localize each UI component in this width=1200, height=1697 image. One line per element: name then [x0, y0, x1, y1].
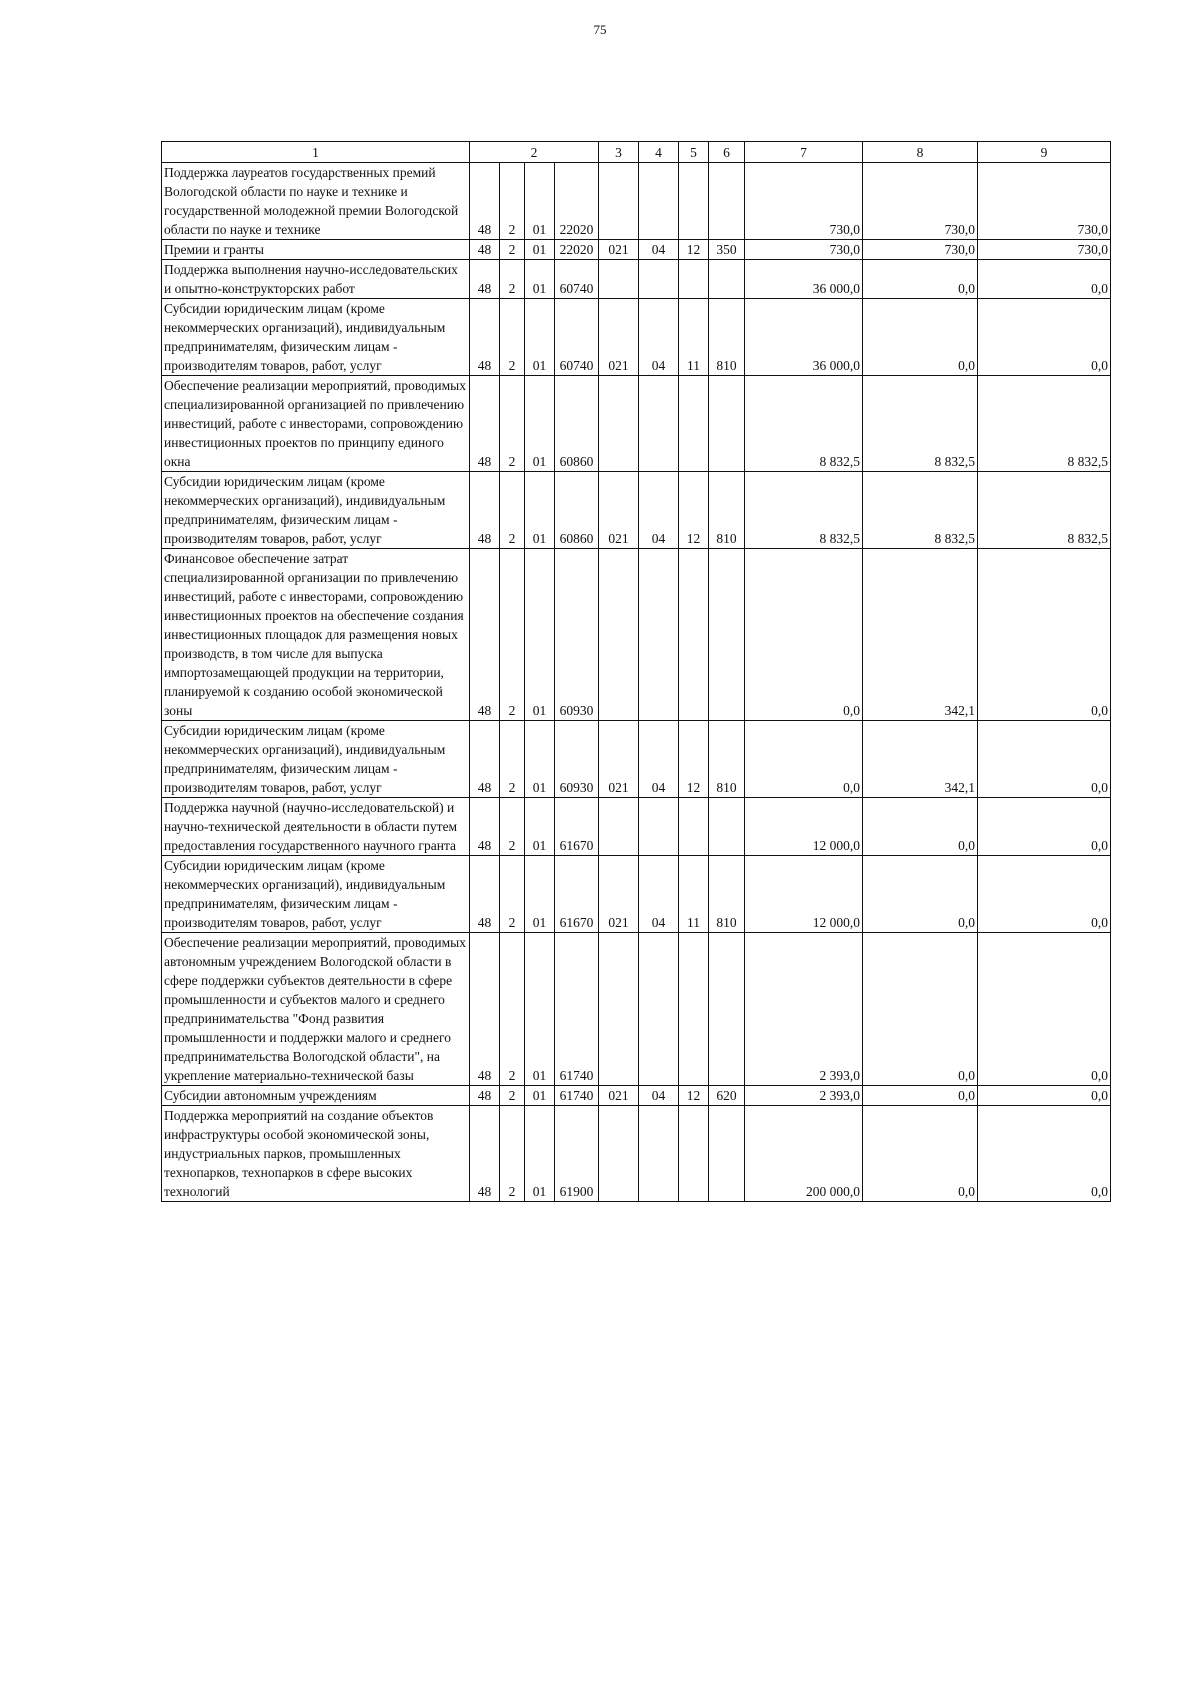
row-code-admin: 48	[470, 933, 500, 1086]
budget-table	[161, 141, 1111, 1202]
row-amount-9: 0,0	[978, 798, 1111, 856]
row-col-5	[679, 549, 709, 721]
row-code-subprogram: 01	[525, 798, 555, 856]
row-code-admin: 48	[470, 472, 500, 549]
row-col-6: 350	[709, 240, 745, 260]
row-col-5: 12	[679, 1086, 709, 1106]
row-col-3: 021	[599, 1086, 639, 1106]
row-code-subprogram: 01	[525, 240, 555, 260]
row-code-admin: 48	[470, 721, 500, 798]
header-cell-4: 4	[639, 142, 679, 163]
row-code-subprogram: 01	[525, 299, 555, 376]
row-amount-8: 0,0	[863, 260, 978, 299]
row-code-program: 2	[500, 933, 525, 1086]
row-amount-9: 0,0	[978, 1086, 1111, 1106]
header-cell-3: 3	[599, 142, 639, 163]
row-col-5: 11	[679, 299, 709, 376]
row-amount-8: 0,0	[863, 798, 978, 856]
row-col-5: 11	[679, 856, 709, 933]
row-code-direction: 61670	[555, 856, 599, 933]
row-code-program: 2	[500, 1106, 525, 1202]
table-row	[162, 163, 1111, 240]
row-name: Обеспечение реализации мероприятий, проводимых специализированной организацией по привлечению инвестиций, работе с инвесторами, сопровождению инвестиционных проектов по принципу единого окна	[162, 376, 470, 472]
row-code-subprogram: 01	[525, 1106, 555, 1202]
row-code-subprogram: 01	[525, 549, 555, 721]
header-cell-7: 7	[745, 142, 863, 163]
row-code-admin: 48	[470, 549, 500, 721]
row-code-program: 2	[500, 472, 525, 549]
row-name: Финансовое обеспечение затрат специализированной организации по привлечению инвестиций, работе с инвесторами, сопровождению инвестиционных проектов на обеспечение создания инвестиционных площадок для размещения новых производств, в том числе для выпуска импортозамещающей продукции на территории, планируемой к созданию особой экономической зоны	[162, 549, 470, 721]
row-code-admin: 48	[470, 240, 500, 260]
header-cell-1: 1	[162, 142, 470, 163]
row-col-6: 810	[709, 472, 745, 549]
row-code-direction: 60930	[555, 549, 599, 721]
table-row	[162, 1086, 1111, 1106]
row-col-3	[599, 1106, 639, 1202]
row-code-admin: 48	[470, 260, 500, 299]
row-code-subprogram: 01	[525, 472, 555, 549]
row-col-4: 04	[639, 240, 679, 260]
row-amount-8: 0,0	[863, 1086, 978, 1106]
row-code-admin: 48	[470, 798, 500, 856]
row-amount-9: 0,0	[978, 549, 1111, 721]
row-col-6	[709, 549, 745, 721]
page-number: 75	[593, 22, 607, 37]
row-col-4	[639, 260, 679, 299]
row-col-4: 04	[639, 856, 679, 933]
row-col-5	[679, 1106, 709, 1202]
row-col-5	[679, 376, 709, 472]
row-code-admin: 48	[470, 163, 500, 240]
row-amount-9: 0,0	[978, 856, 1111, 933]
header-cell-8: 8	[863, 142, 978, 163]
row-col-5	[679, 260, 709, 299]
row-amount-7: 2 393,0	[745, 1086, 863, 1106]
row-code-subprogram: 01	[525, 856, 555, 933]
row-name: Поддержка выполнения научно-исследовательских и опытно-конструкторских работ	[162, 260, 470, 299]
row-amount-7: 730,0	[745, 240, 863, 260]
row-amount-9: 0,0	[978, 933, 1111, 1086]
row-amount-7: 200 000,0	[745, 1106, 863, 1202]
row-col-6	[709, 933, 745, 1086]
row-amount-8: 342,1	[863, 721, 978, 798]
row-code-admin: 48	[470, 299, 500, 376]
table-row	[162, 856, 1111, 933]
row-name: Субсидии автономным учреждениям	[162, 1086, 470, 1106]
row-code-direction: 60930	[555, 721, 599, 798]
row-col-5: 12	[679, 721, 709, 798]
row-amount-8: 730,0	[863, 163, 978, 240]
row-code-subprogram: 01	[525, 376, 555, 472]
row-code-subprogram: 01	[525, 933, 555, 1086]
row-amount-8: 8 832,5	[863, 472, 978, 549]
row-code-program: 2	[500, 163, 525, 240]
row-code-direction: 22020	[555, 163, 599, 240]
row-col-6	[709, 376, 745, 472]
row-code-admin: 48	[470, 1086, 500, 1106]
row-name: Обеспечение реализации мероприятий, проводимых автономным учреждением Вологодской области в сфере поддержки субъектов деятельности в сфере промышленности и субъектов малого и среднего предпринимательства "Фонд развития промышленности и поддержки малого и среднего предпринимательства Вологодской области", на укрепление материально-технической базы	[162, 933, 470, 1086]
row-col-5	[679, 933, 709, 1086]
row-amount-7: 2 393,0	[745, 933, 863, 1086]
row-code-admin: 48	[470, 856, 500, 933]
row-code-admin: 48	[470, 1106, 500, 1202]
row-code-subprogram: 01	[525, 1086, 555, 1106]
header-cell-2: 2	[470, 142, 599, 163]
row-col-3	[599, 549, 639, 721]
row-code-program: 2	[500, 376, 525, 472]
row-amount-9: 730,0	[978, 240, 1111, 260]
row-name: Субсидии юридическим лицам (кроме некоммерческих организаций), индивидуальным предпринимателям, физическим лицам - производителям товаров, работ, услуг	[162, 856, 470, 933]
row-col-4	[639, 798, 679, 856]
header-cell-6: 6	[709, 142, 745, 163]
row-col-3: 021	[599, 721, 639, 798]
row-col-6	[709, 163, 745, 240]
row-code-direction: 60860	[555, 376, 599, 472]
row-col-6: 810	[709, 721, 745, 798]
row-amount-8: 0,0	[863, 1106, 978, 1202]
row-code-direction: 61740	[555, 1086, 599, 1106]
row-col-4	[639, 163, 679, 240]
row-col-5	[679, 798, 709, 856]
row-col-4: 04	[639, 299, 679, 376]
row-code-program: 2	[500, 299, 525, 376]
row-col-4: 04	[639, 721, 679, 798]
row-col-6	[709, 260, 745, 299]
row-code-direction: 22020	[555, 240, 599, 260]
row-amount-9: 0,0	[978, 260, 1111, 299]
table-row	[162, 299, 1111, 376]
row-code-admin: 48	[470, 376, 500, 472]
row-amount-8: 0,0	[863, 856, 978, 933]
row-col-3: 021	[599, 240, 639, 260]
row-amount-7: 8 832,5	[745, 376, 863, 472]
row-code-program: 2	[500, 856, 525, 933]
row-col-3	[599, 798, 639, 856]
row-col-6: 620	[709, 1086, 745, 1106]
row-amount-7: 8 832,5	[745, 472, 863, 549]
row-col-4: 04	[639, 472, 679, 549]
row-code-direction: 61740	[555, 933, 599, 1086]
row-col-4: 04	[639, 1086, 679, 1106]
row-amount-9: 730,0	[978, 163, 1111, 240]
row-col-5: 12	[679, 472, 709, 549]
row-amount-8: 0,0	[863, 299, 978, 376]
header-row	[162, 142, 1111, 163]
row-amount-9: 8 832,5	[978, 472, 1111, 549]
table-row	[162, 472, 1111, 549]
row-col-4	[639, 1106, 679, 1202]
row-name: Поддержка научной (научно-исследовательской) и научно-технической деятельности в области путем предоставления государственного научного гранта	[162, 798, 470, 856]
row-code-program: 2	[500, 549, 525, 721]
row-col-6	[709, 1106, 745, 1202]
table-row	[162, 721, 1111, 798]
row-amount-7: 730,0	[745, 163, 863, 240]
row-col-6	[709, 798, 745, 856]
row-col-3	[599, 163, 639, 240]
row-code-program: 2	[500, 1086, 525, 1106]
row-name: Поддержка лауреатов государственных премий Вологодской области по науке и технике и государственной молодежной премии Вологодской области по науке и технике	[162, 163, 470, 240]
row-code-direction: 60740	[555, 260, 599, 299]
row-col-6: 810	[709, 299, 745, 376]
row-code-program: 2	[500, 721, 525, 798]
row-amount-7: 0,0	[745, 549, 863, 721]
row-amount-7: 12 000,0	[745, 798, 863, 856]
row-name: Субсидии юридическим лицам (кроме некоммерческих организаций), индивидуальным предпринимателям, физическим лицам - производителям товаров, работ, услуг	[162, 299, 470, 376]
row-name: Премии и гранты	[162, 240, 470, 260]
header-cell-5: 5	[679, 142, 709, 163]
table-row	[162, 1106, 1111, 1202]
row-amount-8: 342,1	[863, 549, 978, 721]
row-amount-9: 0,0	[978, 721, 1111, 798]
row-amount-8: 730,0	[863, 240, 978, 260]
row-col-3	[599, 260, 639, 299]
table-row	[162, 933, 1111, 1086]
row-name: Субсидии юридическим лицам (кроме некоммерческих организаций), индивидуальным предпринимателям, физическим лицам - производителям товаров, работ, услуг	[162, 721, 470, 798]
row-code-program: 2	[500, 240, 525, 260]
row-amount-9: 8 832,5	[978, 376, 1111, 472]
row-amount-7: 0,0	[745, 721, 863, 798]
row-col-3: 021	[599, 856, 639, 933]
row-col-4	[639, 933, 679, 1086]
row-col-6: 810	[709, 856, 745, 933]
row-col-5: 12	[679, 240, 709, 260]
table-body	[162, 163, 1111, 1202]
table-row	[162, 240, 1111, 260]
row-code-program: 2	[500, 260, 525, 299]
row-name: Поддержка мероприятий на создание объектов инфраструктуры особой экономической зоны, индустриальных парков, промышленных технопарков, технопарков в сфере высоких технологий	[162, 1106, 470, 1202]
row-col-3	[599, 933, 639, 1086]
row-amount-7: 36 000,0	[745, 260, 863, 299]
row-code-subprogram: 01	[525, 260, 555, 299]
row-col-5	[679, 163, 709, 240]
row-name: Субсидии юридическим лицам (кроме некоммерческих организаций), индивидуальным предпринимателям, физическим лицам - производителям товаров, работ, услуг	[162, 472, 470, 549]
row-code-direction: 61670	[555, 798, 599, 856]
row-amount-9: 0,0	[978, 1106, 1111, 1202]
row-code-subprogram: 01	[525, 163, 555, 240]
row-code-program: 2	[500, 798, 525, 856]
row-col-3	[599, 376, 639, 472]
row-amount-7: 36 000,0	[745, 299, 863, 376]
row-code-direction: 60740	[555, 299, 599, 376]
row-col-3: 021	[599, 472, 639, 549]
row-code-direction: 60860	[555, 472, 599, 549]
row-amount-7: 12 000,0	[745, 856, 863, 933]
row-col-4	[639, 376, 679, 472]
row-amount-8: 8 832,5	[863, 376, 978, 472]
row-amount-9: 0,0	[978, 299, 1111, 376]
table-row	[162, 260, 1111, 299]
table-row	[162, 376, 1111, 472]
row-col-4	[639, 549, 679, 721]
row-amount-8: 0,0	[863, 933, 978, 1086]
header-cell-9: 9	[978, 142, 1111, 163]
row-code-direction: 61900	[555, 1106, 599, 1202]
row-code-subprogram: 01	[525, 721, 555, 798]
table-row	[162, 549, 1111, 721]
row-col-3: 021	[599, 299, 639, 376]
table-row	[162, 798, 1111, 856]
